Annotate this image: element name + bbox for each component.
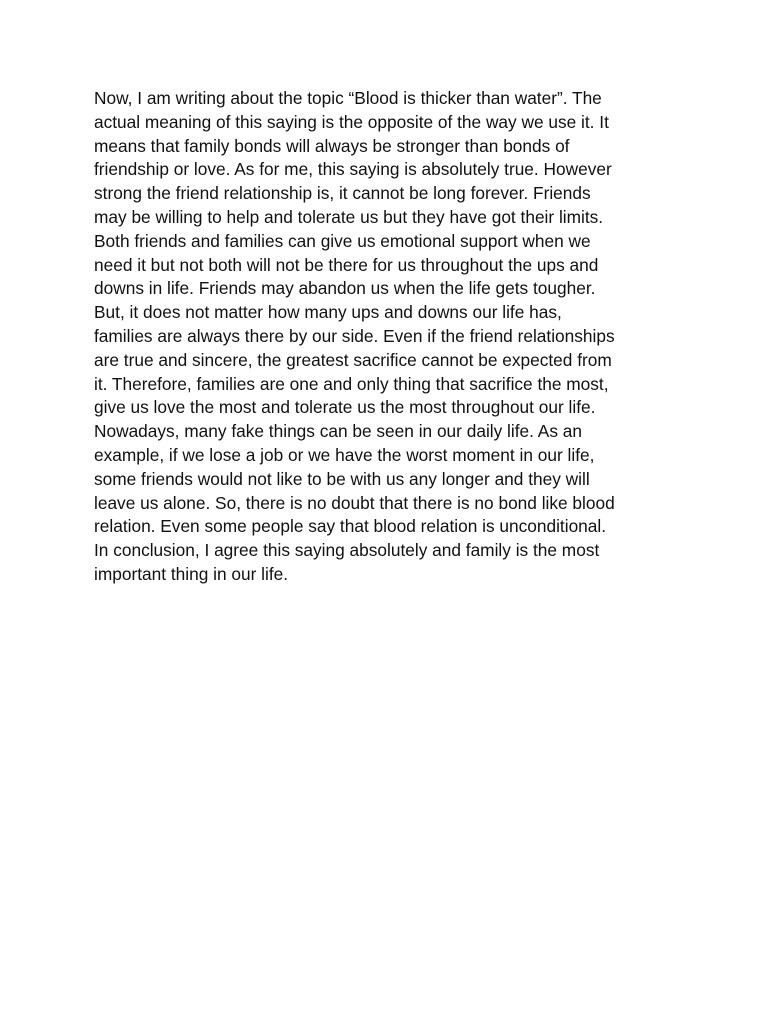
essay-line: some friends would not like to be with us any longer and they will xyxy=(94,468,590,489)
essay-line: families are always there by our side. Even if the friend relationships xyxy=(94,325,615,346)
essay-line: downs in life. Friends may abandon us when the life gets tougher. xyxy=(94,278,596,299)
essay-line: strong the friend relationship is, it cannot be long forever. Friends xyxy=(94,183,591,204)
essay-paragraph xyxy=(94,87,694,587)
essay-line: actual meaning of this saying is the opposite of the way we use it. It xyxy=(94,111,609,132)
essay-line: friendship or love. As for me, this saying is absolutely true. However xyxy=(94,159,612,180)
essay-line: are true and sincere, the greatest sacrifice cannot be expected from xyxy=(94,349,612,370)
essay-line: means that family bonds will always be stronger than bonds of xyxy=(94,135,570,156)
essay-line: may be willing to help and tolerate us but they have got their limits. xyxy=(94,206,604,227)
essay-line: In conclusion, I agree this saying absolutely and family is the most xyxy=(94,540,600,561)
essay-line: give us love the most and tolerate us the most throughout our life. xyxy=(94,397,596,418)
essay-line: need it but not both will not be there for us throughout the ups and xyxy=(94,254,599,275)
essay-line: example, if we lose a job or we have the worst moment in our life, xyxy=(94,444,595,465)
essay-line: Nowadays, many fake things can be seen in our daily life. As an xyxy=(94,421,582,442)
essay-line: But, it does not matter how many ups and downs our life has, xyxy=(94,302,562,323)
essay-line: it. Therefore, families are one and only thing that sacrifice the most, xyxy=(94,373,609,394)
essay-line: leave us alone. So, there is no doubt that there is no bond like blood xyxy=(94,492,615,513)
essay-line: Both friends and families can give us emotional support when we xyxy=(94,230,591,251)
essay-line: relation. Even some people say that blood relation is unconditional. xyxy=(94,516,607,537)
essay-line: Now, I am writing about the topic “Blood is thicker than water”. The xyxy=(94,88,602,108)
essay-line: important thing in our life. xyxy=(94,563,289,584)
